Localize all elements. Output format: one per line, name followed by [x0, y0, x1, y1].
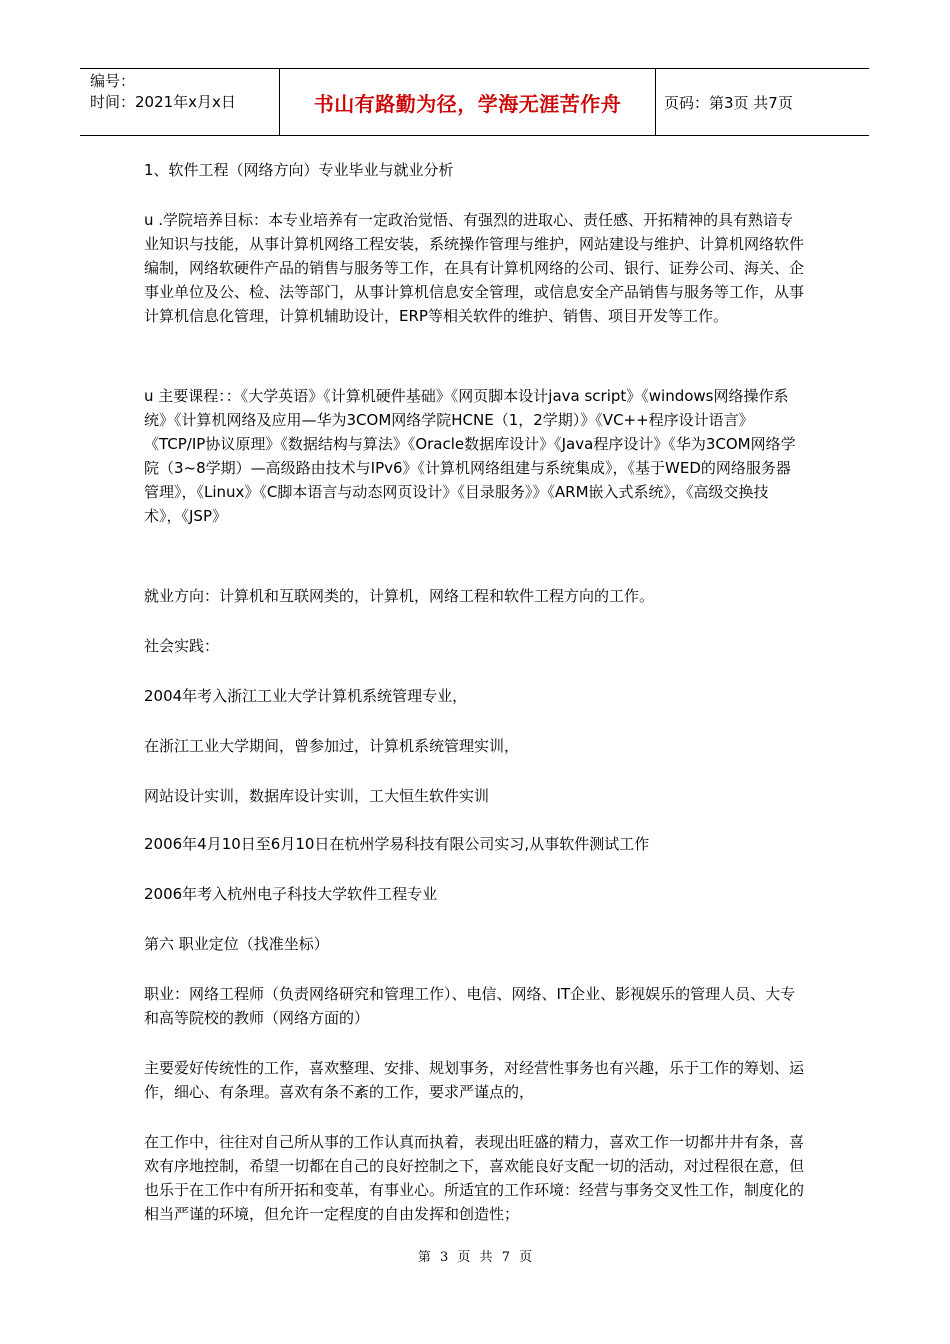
page-header: [80, 68, 869, 136]
body-paragraph: u 主要课程：：《大学英语》《计算机硬件基础》《网页脚本设计java script》《windows网络操作系统》《计算机网络及应用—华为3COM网络学院HCNE（1，2学期）》《VC++程序设计语言》《TCP/IP协议原理》《数据结构与算法》《Oracle数据库设计》《Java程序设计》《华为3COM网络学院（3~8学期）—高级路由技术与IPv6》《计算机网络组建与系统集成》，《基于WED的网络服务器管理》，《Linux》《C脚本语言与动态网页设计》《目录服务》》《ARM嵌入式系统》，《高级交换技术》，《JSP》: [144, 387, 796, 525]
document-date: 时间：2021年x月x日: [90, 93, 236, 111]
body-paragraph: 在浙江工业大学期间，曾参加过，计算机系统管理实训，: [144, 737, 520, 755]
body-paragraph: 2006年考入杭州电子科技大学软件工程专业: [144, 885, 438, 903]
header-motto: 书山有路勤为径，学海无涯苦作舟: [280, 69, 656, 135]
body-paragraph: 主要爱好传统性的工作，喜欢整理、安排、规划事务，对经营性事务也有兴趣，乐于工作的筹划、运作，细心、有条理。喜欢有条不紊的工作，要求严谨点的，: [144, 1059, 805, 1101]
body-paragraph: 2004年考入浙江工业大学计算机系统管理专业，: [144, 687, 468, 705]
body-paragraph: 网站设计实训，数据库设计实训，工大恒生软件实训: [144, 787, 490, 805]
body-paragraph: 2006年4月10日至6月10日在杭州学易科技有限公司实习,从事软件测试工作: [144, 835, 650, 853]
body-paragraph: 社会实践：: [144, 637, 220, 655]
header-meta-cell: [80, 69, 280, 135]
body-paragraph: 职业：网络工程师（负责网络研究和管理工作）、电信、网络、IT企业、影视娱乐的管理人员、大专和高等院校的教师（网络方面的）: [144, 985, 796, 1027]
body-paragraph: 在工作中，往往对自己所从事的工作认真而执着，表现出旺盛的精力，喜欢工作一切都井井有条，喜欢有序地控制，希望一切都在自己的良好控制之下，喜欢能良好支配一切的活动，对过程很在意，但也乐于在工作中有所开拓和变革，有事业心。所适宜的工作环境：经营与事务交叉性工作，制度化的相当严谨的环境，但允许一定程度的自由发挥和创造性；: [144, 1133, 805, 1223]
body-paragraph: 就业方向：计算机和互联网类的，计算机，网络工程和软件工程方向的工作。: [144, 587, 655, 605]
header-page-info: 页码：第3页 共7页: [664, 93, 793, 112]
body-paragraph: u .学院培养目标：本专业培养有一定政治觉悟、有强烈的进取心、责任感、开拓精神的具有熟谙专业知识与技能，从事计算机网络工程安装，系统操作管理与维护，网站建设与维护、计算机网络软件编制，网络软硬件产品的销售与服务等工作，在具有计算机网络的公司、银行、证券公司、海关、企事业单位及公、检、法等部门，从事计算机信息安全管理，或信息安全产品销售与服务等工作，从事计算机信息化管理，计算机辅助设计，ERP等相关软件的维护、销售、项目开发等工作。: [144, 211, 805, 325]
page-footer: 第 3 页 共 7 页: [417, 1250, 533, 1265]
document-number-label: 编号：: [90, 72, 136, 90]
body-paragraph: 1、软件工程（网络方向）专业毕业与就业分析: [144, 161, 454, 179]
body-paragraph: 第六 职业定位（找准坐标）: [144, 935, 329, 953]
